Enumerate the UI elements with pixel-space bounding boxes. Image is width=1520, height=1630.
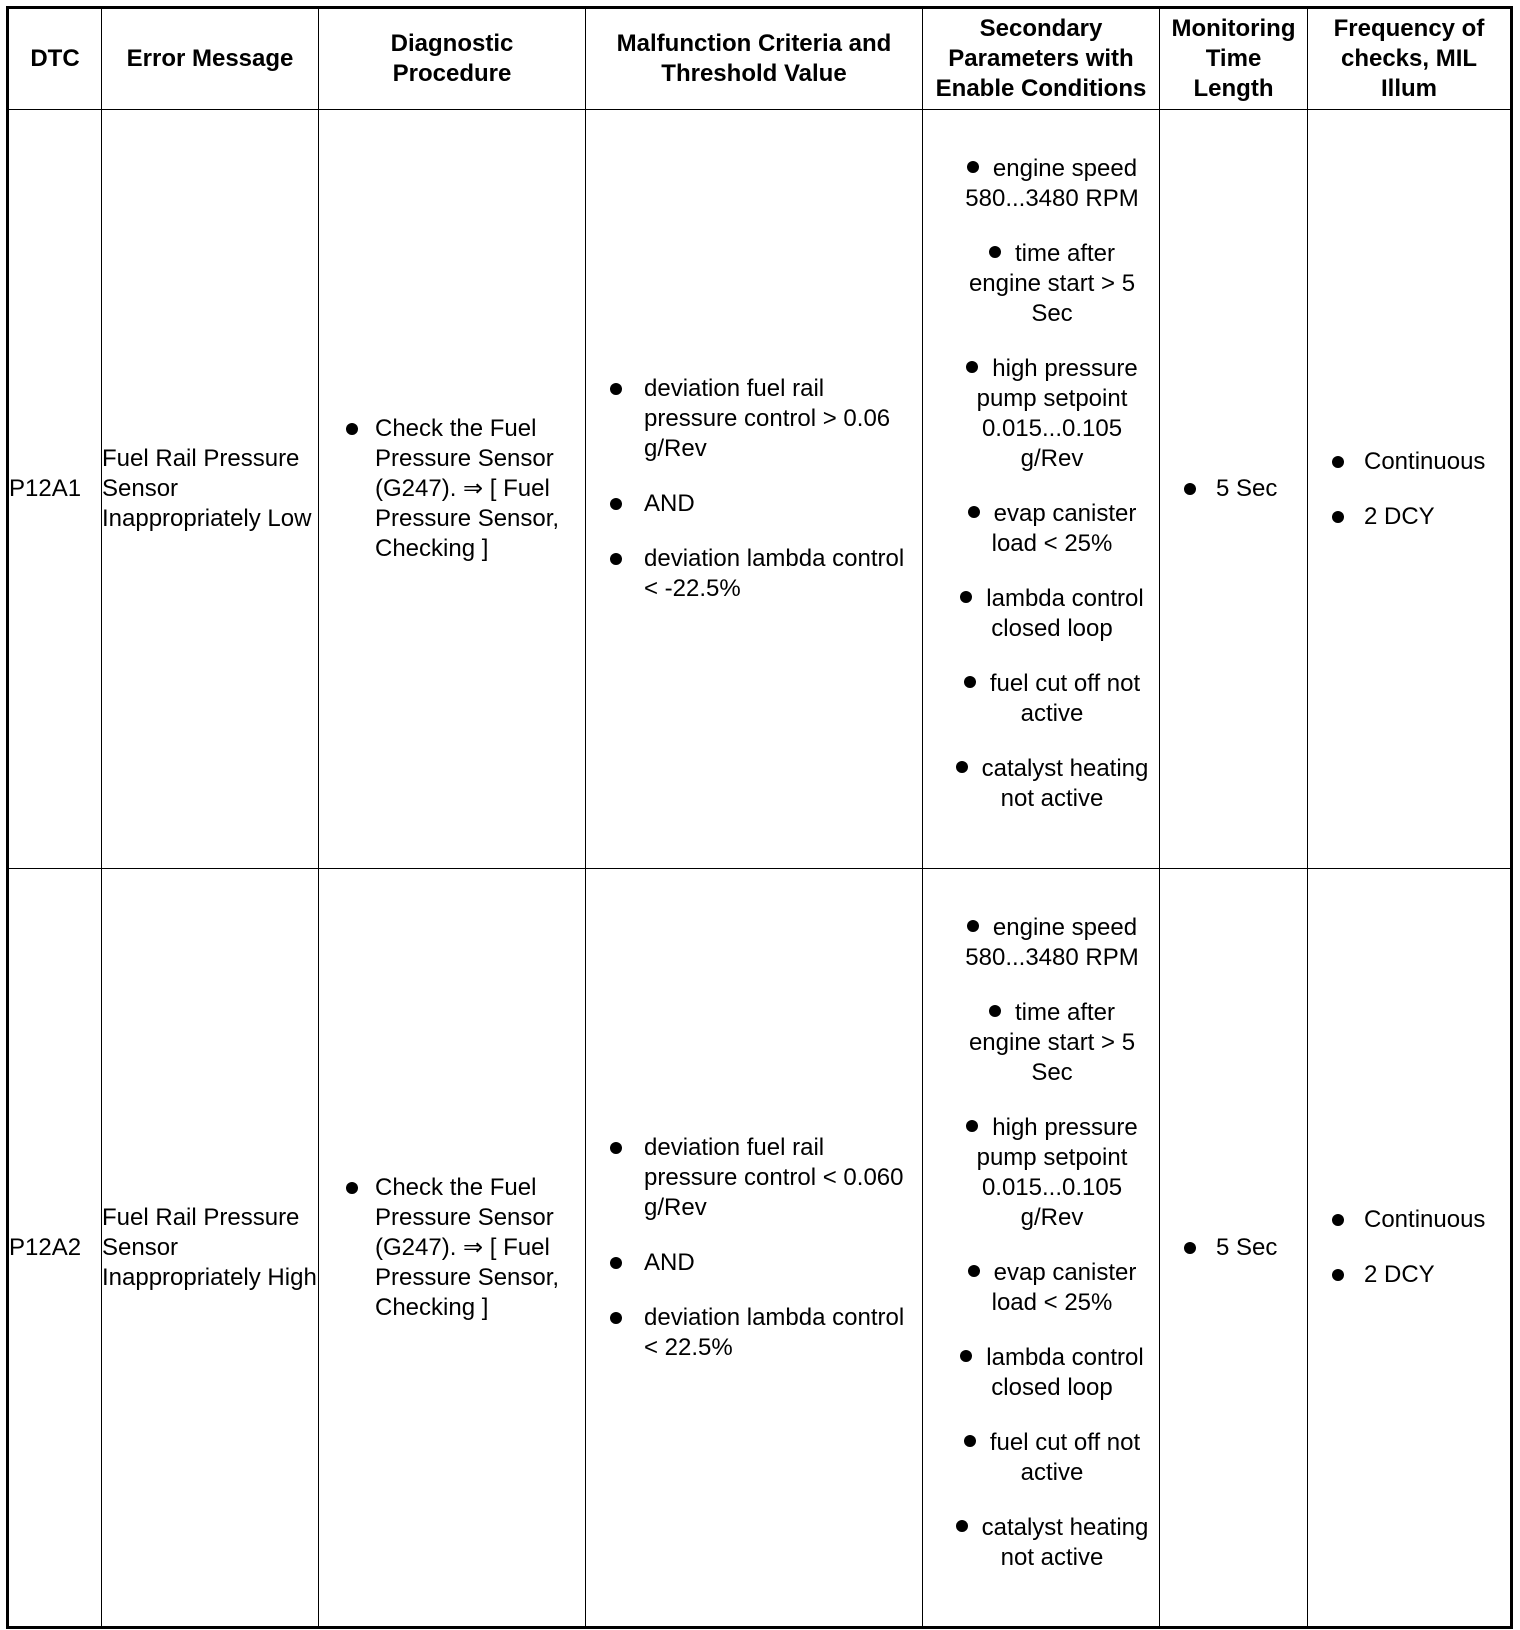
list-item: [923, 499, 1159, 559]
monitoring-time: [1160, 110, 1308, 869]
monitoring-text: 5 Sec: [1216, 475, 1278, 502]
criteria-text: AND: [644, 490, 695, 517]
header-frequency: Frequency of checks, MIL Illum: [1308, 8, 1512, 110]
list-item: [923, 1513, 1159, 1573]
list-item: [1308, 1260, 1510, 1290]
list-item: [1308, 1205, 1510, 1235]
frequency: [1308, 869, 1512, 1628]
list-item: [923, 584, 1159, 644]
list-item: [923, 1258, 1159, 1318]
parameter-text: time after engine start > 5 Sec: [968, 240, 1136, 327]
bullet-icon: [610, 553, 622, 565]
list-item: [923, 1343, 1159, 1403]
criteria-text: deviation fuel rail pressure control < 0.060 g/Rev: [644, 1133, 904, 1221]
bullet-icon: [610, 383, 622, 395]
dtc-code: P12A2: [8, 869, 102, 1628]
bullet-icon: [346, 1182, 358, 1194]
diagnostic-procedure: [319, 869, 586, 1628]
malfunction-criteria: [586, 110, 923, 869]
criteria-text: deviation fuel rail pressure control > 0.06 g/Rev: [644, 375, 891, 462]
bullet-icon: [1332, 1214, 1344, 1226]
bullet-icon: [1184, 483, 1196, 495]
list-item: [1308, 502, 1510, 532]
list-item: [923, 669, 1159, 729]
bullet-icon: [967, 920, 979, 932]
list-item: [923, 354, 1159, 474]
list-item: [586, 489, 922, 519]
bullet-icon: [956, 1520, 968, 1532]
header-diagnostic-procedure: Diagnostic Procedure: [319, 8, 586, 110]
header-row: [8, 8, 1512, 110]
bullet-icon: [1332, 456, 1344, 468]
frequency-text: Continuous: [1364, 1206, 1486, 1233]
list-item: [1308, 447, 1510, 477]
procedure-text: Check the Fuel Pressure Sensor (G247). ⇒ [ Fuel Pressure Sensor, Checking ]: [375, 1173, 560, 1321]
list-item: [319, 414, 585, 564]
bullet-icon: [989, 246, 1001, 258]
frequency-text: Continuous: [1364, 447, 1486, 475]
list-item: [923, 754, 1159, 814]
table-row: [8, 869, 1512, 1628]
bullet-icon: [989, 1005, 1001, 1017]
list-item: [319, 1173, 585, 1323]
bullet-icon: [610, 1257, 622, 1269]
bullet-icon: [346, 423, 358, 435]
bullet-icon: [966, 1120, 978, 1132]
header-error-message: Error Message: [102, 8, 319, 110]
bullet-icon: [610, 498, 622, 510]
dtc-code: P12A1: [8, 110, 102, 869]
bullet-icon: [964, 676, 976, 688]
list-item: [1160, 474, 1307, 504]
list-item: [923, 913, 1159, 973]
bullet-icon: [968, 1265, 980, 1277]
criteria-text: AND: [644, 1248, 695, 1276]
parameter-text: lambda control closed loop: [986, 1343, 1144, 1401]
bullet-icon: [964, 1435, 976, 1447]
bullet-icon: [956, 761, 968, 773]
error-message: Fuel Rail Pressure Sensor Inappropriately High: [102, 869, 319, 1628]
parameter-text: engine speed 580...3480 RPM: [965, 155, 1139, 212]
secondary-parameters: [923, 110, 1160, 869]
bullet-icon: [610, 1142, 622, 1154]
bullet-icon: [1332, 511, 1344, 523]
parameter-text: lambda control closed loop: [986, 585, 1144, 642]
secondary-parameters: [923, 869, 1160, 1628]
error-message: Fuel Rail Pressure Sensor Inappropriately Low: [102, 110, 319, 869]
list-item: [586, 1248, 922, 1278]
parameter-text: engine speed 580...3480 RPM: [965, 913, 1139, 971]
list-item: [1160, 1233, 1307, 1263]
parameter-text: time after engine start > 5 Sec: [968, 998, 1136, 1086]
list-item: [923, 154, 1159, 214]
frequency: [1308, 110, 1512, 869]
bullet-icon: [966, 361, 978, 373]
malfunction-criteria: [586, 869, 923, 1628]
procedure-text: Check the Fuel Pressure Sensor (G247). ⇒ [ Fuel Pressure Sensor, Checking ]: [375, 415, 560, 562]
header-malfunction-criteria: Malfunction Criteria and Threshold Value: [586, 8, 923, 110]
monitoring-time: [1160, 869, 1308, 1628]
bullet-icon: [967, 161, 979, 173]
bullet-icon: [1332, 1269, 1344, 1281]
list-item: [923, 239, 1159, 329]
dtc-table: [6, 6, 1513, 1629]
list-item: [923, 1113, 1159, 1233]
list-item: [586, 1133, 922, 1223]
parameter-text: evap canister load < 25%: [991, 500, 1137, 557]
criteria-text: deviation lambda control < -22.5%: [644, 545, 905, 602]
header-dtc: DTC: [8, 8, 102, 110]
list-item: [923, 998, 1159, 1088]
list-item: [923, 1428, 1159, 1488]
parameter-text: high pressure pump setpoint 0.015...0.105 g/Rev: [976, 1113, 1138, 1231]
parameter-text: catalyst heating not active: [981, 1513, 1149, 1571]
bullet-icon: [960, 1350, 972, 1362]
bullet-icon: [1184, 1242, 1196, 1254]
list-item: [586, 374, 922, 464]
bullet-icon: [968, 506, 980, 518]
parameter-text: evap canister load < 25%: [991, 1258, 1137, 1316]
header-monitoring-time: Monitoring Time Length: [1160, 8, 1308, 110]
parameter-text: catalyst heating not active: [981, 755, 1149, 812]
list-item: [586, 544, 922, 604]
bullet-icon: [610, 1312, 622, 1324]
parameter-text: high pressure pump setpoint 0.015...0.105 g/Rev: [976, 355, 1138, 472]
frequency-text: 2 DCY: [1364, 1261, 1435, 1288]
diagnostic-procedure: [319, 110, 586, 869]
monitoring-text: 5 Sec: [1216, 1233, 1278, 1261]
criteria-text: deviation lambda control < 22.5%: [644, 1303, 905, 1361]
frequency-text: 2 DCY: [1364, 502, 1435, 530]
bullet-icon: [960, 591, 972, 603]
table-row: [8, 110, 1512, 869]
parameter-text: fuel cut off not active: [989, 670, 1141, 727]
list-item: [586, 1303, 922, 1363]
header-secondary-parameters: Secondary Parameters with Enable Conditions: [923, 8, 1160, 110]
parameter-text: fuel cut off not active: [989, 1428, 1141, 1486]
